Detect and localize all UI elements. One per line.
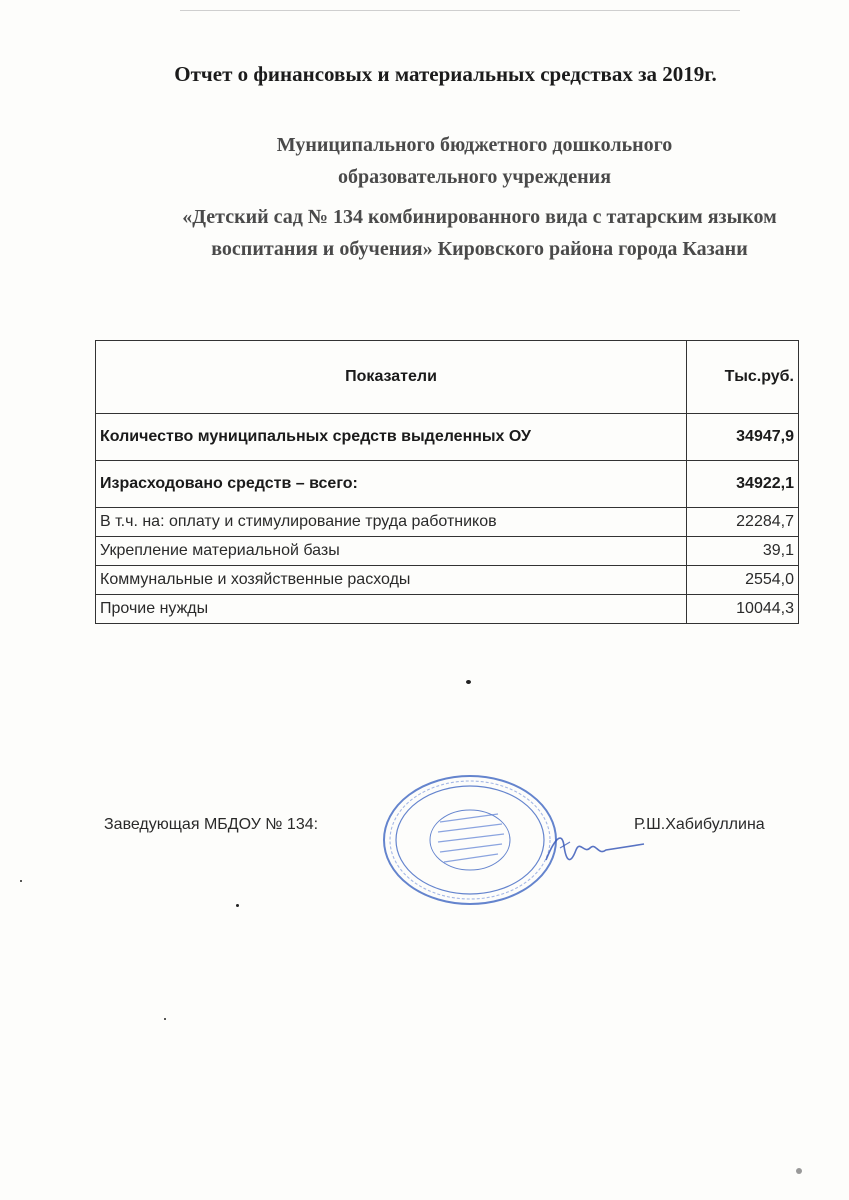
row-label: В т.ч. на: оплату и стимулирование труда работников [96,508,687,537]
scan-edge-line [180,10,740,11]
row-value: 22284,7 [687,508,799,537]
row-label: Израсходовано средств – всего: [96,461,687,508]
row-value: 2554,0 [687,566,799,595]
row-label: Количество муниципальных средств выделенных ОУ [96,414,687,461]
table-row [96,566,799,595]
subtitle-line-4: воспитания и обучения» Кировского района города Казани [211,238,748,260]
document-title: Отчет о финансовых и материальных средствах за 2019г. [174,62,717,86]
scan-speck [236,904,239,907]
finance-table [95,340,799,624]
scan-speck [796,1168,802,1174]
subtitle-line-3: «Детский сад № 134 комбинированного вида с татарским языком [182,206,777,228]
row-label: Прочие нужды [96,595,687,624]
scan-speck [466,680,471,684]
row-value: 34922,1 [687,461,799,508]
scan-speck [20,880,22,882]
subtitle-line-2: образовательного учреждения [337,166,612,188]
row-label: Коммунальные и хозяйственные расходы [96,566,687,595]
scan-speck [164,1018,166,1020]
table-row [96,595,799,624]
signer-name: Р.Ш.Хабибуллина [634,816,765,833]
row-value: 39,1 [687,537,799,566]
table-row [96,508,799,537]
row-label: Укрепление материальной базы [96,537,687,566]
header-indicators: Показатели [96,341,687,414]
table-row [96,461,799,508]
row-value: 34947,9 [687,414,799,461]
row-value: 10044,3 [687,595,799,624]
subtitle-line-1: Муниципального бюджетного дошкольного [276,134,673,156]
table-row [96,537,799,566]
signer-position: Заведующая МБДОУ № 134: [104,816,319,833]
table-header-row [96,341,799,414]
round-seal-icon [378,770,562,910]
table-row [96,414,799,461]
header-amount: Тыс.руб. [687,341,799,414]
